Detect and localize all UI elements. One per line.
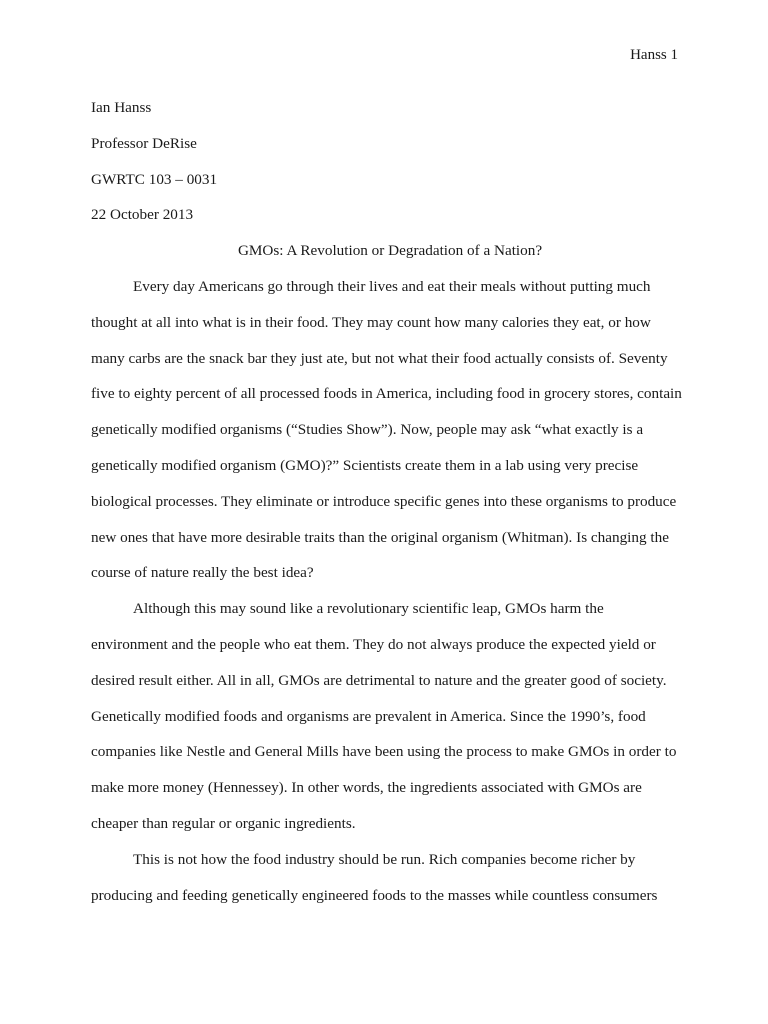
- paragraph-line: many carbs are the snack bar they just ate, but not what their food actually consists of. Seventy: [91, 349, 668, 367]
- running-head: Hanss 1: [630, 47, 678, 63]
- paragraph-line: course of nature really the best idea?: [91, 564, 314, 582]
- essay-body: [91, 90, 681, 913]
- paragraph-line: genetically modified organisms (“Studies Show”). Now, people may ask “what exactly is a: [91, 421, 644, 439]
- paragraph-line: Genetically modified foods and organisms are prevalent in America. Since the 1990’s, food: [91, 707, 646, 725]
- paragraph-line: desired result either. All in all, GMOs are detrimental to nature and the greater good of society.: [91, 671, 667, 689]
- paragraph-line: This is not how the food industry should be run. Rich companies become richer by: [133, 850, 636, 868]
- paragraph-line: genetically modified organism (GMO)?” Scientists create them in a lab using very precise: [91, 456, 639, 474]
- paragraph-line: Every day Americans go through their lives and eat their meals without putting much: [133, 277, 651, 295]
- paragraph-line: thought at all into what is in their food. They may count how many calories they eat, or how: [91, 313, 651, 331]
- paragraph-line: biological processes. They eliminate or introduce specific genes into these organisms to produce: [91, 492, 677, 510]
- paragraph-1: [91, 269, 681, 591]
- paragraph-line: new ones that have more desirable traits than the original organism (Whitman). Is changing the: [91, 528, 669, 546]
- paragraph-line: Although this may sound like a revolutionary scientific leap, GMOs harm the: [133, 600, 604, 618]
- course-code: GWRTC 103 – 0031: [91, 170, 218, 188]
- paragraph-line: cheaper than regular or organic ingredients.: [91, 814, 356, 832]
- paragraph-line: five to eighty percent of all processed foods in America, including food in grocery stores, contain: [91, 385, 682, 403]
- paragraph-line: make more money (Hennessey). In other words, the ingredients associated with GMOs are: [91, 779, 642, 797]
- paragraph-2: [91, 591, 681, 842]
- paragraph-3: [91, 842, 681, 914]
- essay-title: GMOs: A Revolution or Degradation of a Nation?: [237, 242, 543, 260]
- author-name: Ian Hanss: [91, 99, 152, 116]
- paragraph-line: environment and the people who eat them. They do not always produce the expected yield or: [91, 635, 656, 653]
- professor-name: Professor DeRise: [91, 134, 197, 152]
- paragraph-line: companies like Nestle and General Mills have been using the process to make GMOs in order to: [91, 743, 677, 761]
- paragraph-line: producing and feeding genetically engineered foods to the masses while countless consumers: [91, 886, 658, 904]
- essay-date: 22 October 2013: [91, 206, 194, 224]
